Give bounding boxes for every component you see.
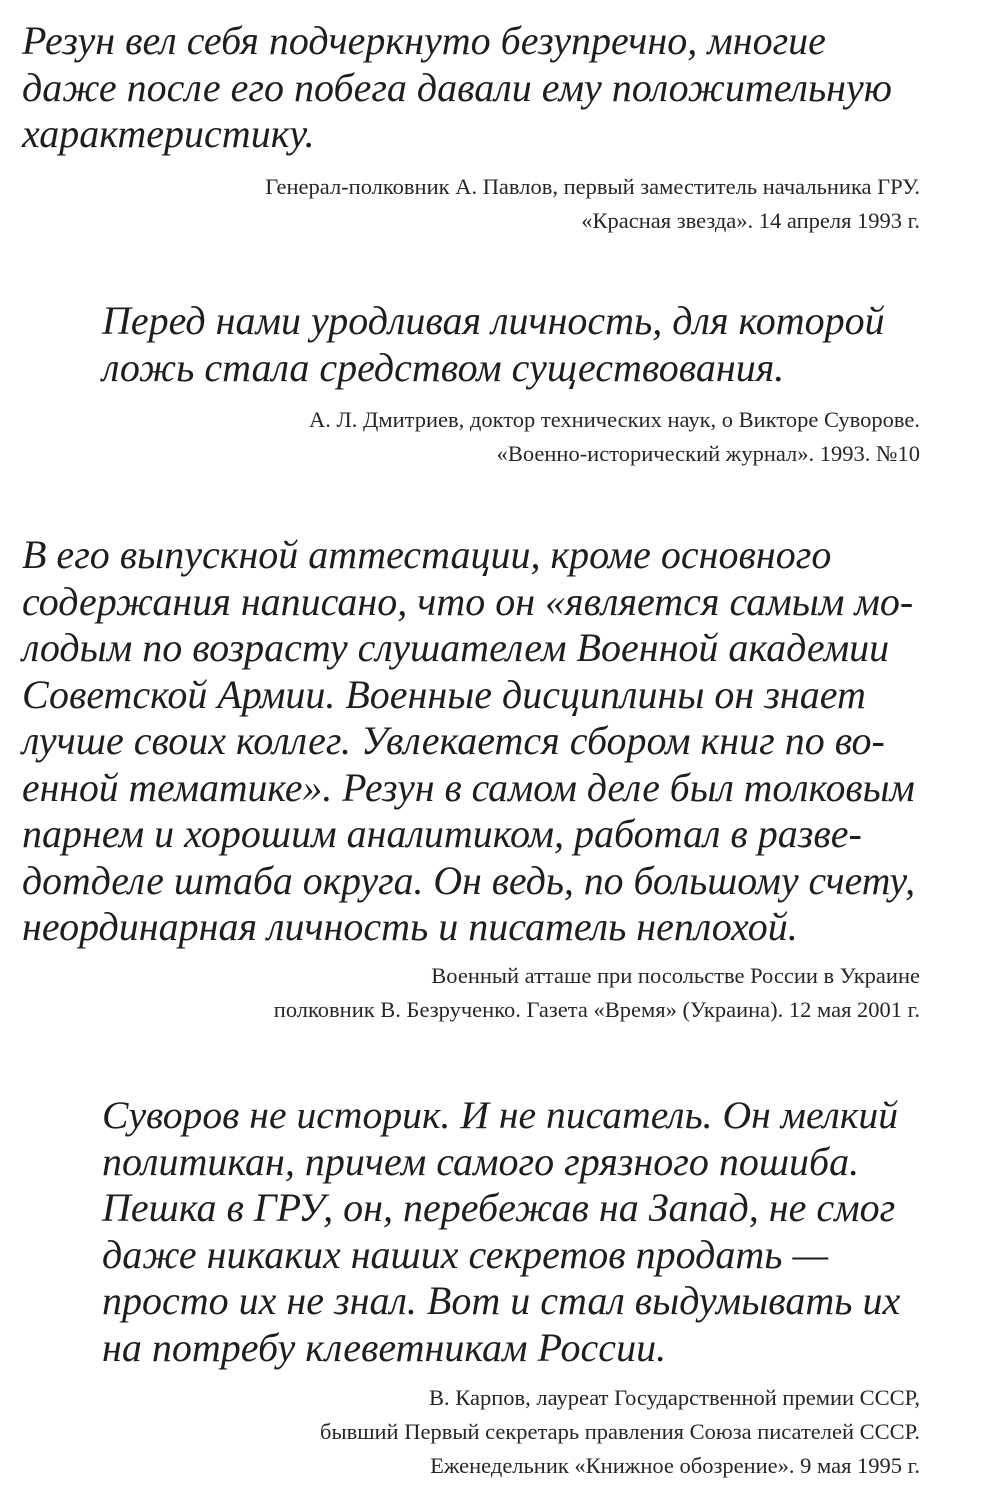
quote-line: Пешка в ГРУ, он, перебежав на Запад, не смог bbox=[102, 1185, 896, 1230]
epigraph-attribution bbox=[22, 170, 920, 238]
attribution-line: бывший Первый секретарь правления Союза писателей СССР. bbox=[320, 1419, 920, 1444]
quote-line: дотделе штаба округа. Он ведь, по большому счету, bbox=[22, 858, 916, 903]
epigraph-quote bbox=[102, 298, 902, 391]
quote-line: даже никаких наших секретов продать — bbox=[102, 1231, 829, 1277]
epigraph-quote bbox=[102, 1092, 902, 1371]
attribution-line: А. Л. Дмитриев, доктор технических наук, о Викторе Суворове. bbox=[309, 407, 920, 432]
attribution-line: В. Карпов, лауреат Государственной премии СССР, bbox=[429, 1385, 920, 1410]
attribution-line: Еженедельник «Книжное обозрение». 9 мая 1995 г. bbox=[430, 1453, 920, 1478]
attribution-line: «Военно-исторический журнал». 1993. №10 bbox=[496, 441, 920, 466]
quote-line: Суворов не историк. И не писатель. Он мелкий bbox=[102, 1093, 899, 1137]
epigraph-1 bbox=[22, 18, 922, 238]
quote-line: В его выпускной аттестации, кроме основного bbox=[22, 532, 832, 577]
epigraph-2 bbox=[102, 298, 922, 471]
quote-line: политикан, причем самого грязного пошиба. bbox=[102, 1138, 860, 1184]
attribution-line: полковник В. Безрученко. Газета «Время» (Украина). 12 мая 2001 г. bbox=[273, 996, 920, 1022]
quote-line: лучше своих коллег. Увлекается сбором книг по во- bbox=[22, 718, 885, 763]
quote-line: ложь стала средством существования. bbox=[102, 344, 785, 390]
epigraph-attribution bbox=[102, 1381, 920, 1483]
quote-line: неординарная личность и писатель неплохой. bbox=[22, 904, 798, 949]
quote-line: характеристику. bbox=[22, 111, 315, 156]
quote-line: Советской Армии. Военные дисциплины он знает bbox=[22, 671, 866, 717]
quote-line: Перед нами уродливая личность, для которой bbox=[102, 298, 885, 343]
epigraph-quote bbox=[22, 532, 920, 951]
quote-line: лодым по возрасту слушателем Военной академии bbox=[22, 625, 890, 670]
attribution-line: «Красная звезда». 14 апреля 1993 г. bbox=[581, 207, 920, 233]
quote-line: даже после его побега давали ему положительную bbox=[22, 64, 892, 110]
epigraph-4 bbox=[102, 1092, 922, 1483]
quote-line: Резун вел себя подчеркнуто безупречно, многие bbox=[22, 18, 826, 63]
quote-line: просто их не знал. Вот и стал выдумывать их bbox=[102, 1278, 901, 1323]
epigraph-attribution bbox=[22, 959, 920, 1027]
epigraph-attribution bbox=[102, 403, 920, 471]
attribution-line: Военный атташе при посольстве России в Украине bbox=[431, 962, 920, 988]
quote-line: енной тематике». Резун в самом деле был толковым bbox=[22, 765, 915, 810]
quote-line: на потребу клеветникам России. bbox=[102, 1324, 667, 1370]
quote-line: парнем и хорошим аналитиком, работал в разве- bbox=[22, 811, 862, 856]
epigraph-quote bbox=[22, 18, 922, 158]
quote-line: содержания написано, что он «является самым мо- bbox=[22, 578, 914, 624]
epigraph-3 bbox=[22, 532, 922, 1027]
attribution-line: Генерал-полковник А. Павлов, первый заместитель начальника ГРУ. bbox=[265, 173, 920, 199]
